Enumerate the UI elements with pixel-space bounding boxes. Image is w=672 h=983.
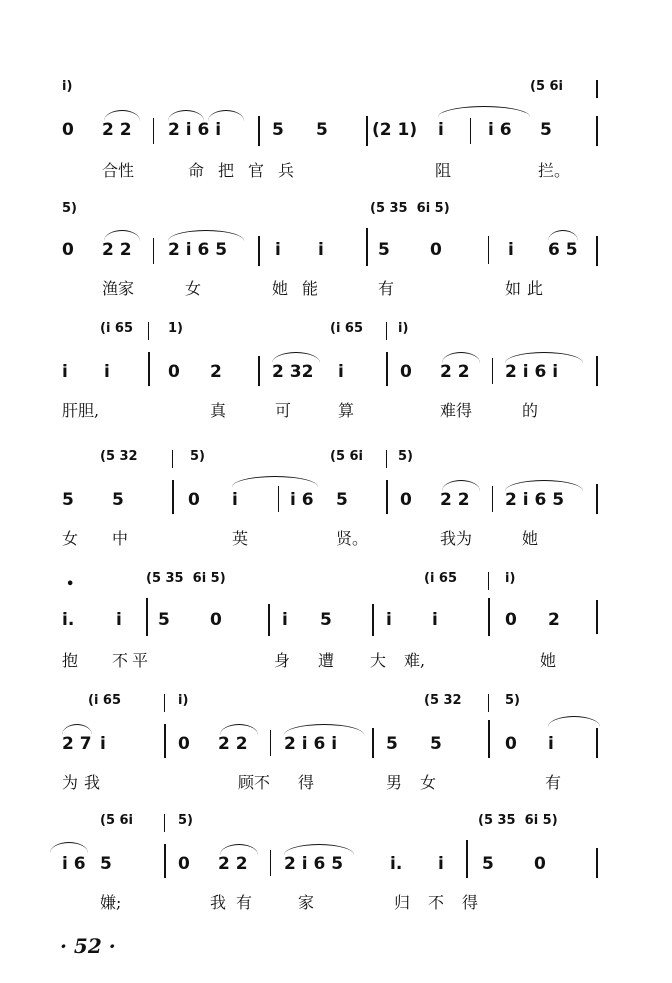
lyric: 得 xyxy=(298,773,315,792)
dot-mark: • xyxy=(66,577,75,592)
barline xyxy=(172,480,174,514)
barline xyxy=(492,358,493,384)
barline xyxy=(278,486,279,512)
barline xyxy=(366,228,368,266)
bracket-notes: (5 32 xyxy=(100,449,138,464)
note: 5 xyxy=(272,120,284,140)
note: 0 xyxy=(168,362,180,382)
bracket-notes: (5 35 6i 5) xyxy=(478,813,558,828)
barline xyxy=(596,236,598,266)
lyric: 中 xyxy=(112,529,129,548)
lyric: 如此 xyxy=(505,279,550,298)
lyric: 归不得 xyxy=(394,893,497,912)
lyric: 命把官兵 xyxy=(188,161,309,180)
lyric: 顾不 xyxy=(238,773,271,792)
lyric: 女 xyxy=(62,529,79,548)
note: 5 xyxy=(386,734,398,754)
barline xyxy=(488,236,489,264)
prev-ending: 5) xyxy=(178,813,193,828)
slur xyxy=(50,842,88,853)
note: i xyxy=(508,240,514,260)
page-number: · 52 · xyxy=(60,934,116,958)
note: i 6 xyxy=(62,854,86,874)
barline xyxy=(386,322,387,340)
slur xyxy=(442,352,480,363)
note: i. xyxy=(62,610,75,630)
barline xyxy=(596,728,598,758)
barline xyxy=(164,814,165,832)
note: 0 xyxy=(188,490,200,510)
note: i xyxy=(386,610,392,630)
note: 5 xyxy=(100,854,112,874)
prev-ending: 5) xyxy=(62,201,77,216)
note: 5 xyxy=(336,490,348,510)
note: i xyxy=(548,734,554,754)
bracket-notes: (i 65 xyxy=(424,571,458,586)
prev-ending: 5) xyxy=(398,449,413,464)
slur xyxy=(62,724,92,735)
note: 0 xyxy=(400,490,412,510)
barline xyxy=(148,352,150,386)
slur xyxy=(168,110,204,121)
barline xyxy=(596,484,598,514)
barline xyxy=(488,598,490,636)
lyric: 阻 xyxy=(435,161,452,180)
lyric: 英 xyxy=(232,529,249,548)
barline xyxy=(596,116,598,146)
lyric: 算 xyxy=(338,401,355,420)
slur xyxy=(220,724,258,735)
slur xyxy=(548,716,600,727)
note: 6 5 xyxy=(548,240,578,260)
note: 2 i 6 5 xyxy=(168,240,228,260)
barline xyxy=(488,694,489,712)
slur xyxy=(505,352,583,363)
slur xyxy=(548,230,578,241)
lyric: 有 xyxy=(378,279,395,298)
barline xyxy=(488,720,490,758)
note: 0 xyxy=(178,734,190,754)
prev-ending: 5) xyxy=(190,449,205,464)
bracket-notes: (5 35 6i 5) xyxy=(146,571,226,586)
note: i xyxy=(232,490,238,510)
lyric: 可 xyxy=(275,401,292,420)
barline xyxy=(164,694,165,712)
note: 5 xyxy=(482,854,494,874)
note: 2 2 xyxy=(102,120,132,140)
slur xyxy=(208,110,244,121)
note: i xyxy=(275,240,281,260)
barline xyxy=(386,450,387,468)
barline xyxy=(466,840,468,878)
barline xyxy=(596,80,598,98)
barline xyxy=(164,724,166,758)
bracket-notes: (5 35 6i 5) xyxy=(370,201,450,216)
barline xyxy=(153,118,154,144)
bracket-notes: (i 65 xyxy=(330,321,364,336)
note: 5 xyxy=(62,490,74,510)
barline xyxy=(258,236,260,266)
barline xyxy=(372,604,374,636)
bracket-notes: (5 32 xyxy=(424,693,462,708)
note: 5 xyxy=(540,120,552,140)
note: 2 xyxy=(548,610,560,630)
note: 2 2 xyxy=(218,734,248,754)
note: 2 7 xyxy=(62,734,92,754)
slur xyxy=(272,352,320,363)
lyric: 合性 xyxy=(102,161,135,180)
lyric: 拦。 xyxy=(538,161,571,180)
prev-ending: i) xyxy=(398,321,409,336)
barline xyxy=(258,356,260,386)
note: (2 1) xyxy=(372,120,418,140)
note: 2 i 6 5 xyxy=(505,490,565,510)
bracket-notes: (5 6i xyxy=(100,813,134,828)
note: 0 xyxy=(505,734,517,754)
slur xyxy=(284,844,354,855)
note: i xyxy=(116,610,122,630)
note: 5 xyxy=(320,610,332,630)
note: i 6 xyxy=(488,120,512,140)
lyric: 为我 xyxy=(62,773,107,792)
note: 2 2 xyxy=(440,362,470,382)
note: 2 i 6 5 xyxy=(284,854,344,874)
lyric: 不平 xyxy=(112,651,153,670)
note: 2 2 xyxy=(440,490,470,510)
barline xyxy=(372,728,374,758)
note: i xyxy=(318,240,324,260)
prev-ending: i) xyxy=(62,79,73,94)
barline xyxy=(164,844,166,878)
note: 2 xyxy=(210,362,222,382)
lyric: 抱 xyxy=(62,651,79,670)
prev-ending: 1) xyxy=(168,321,183,336)
note: i xyxy=(438,854,444,874)
barline xyxy=(386,480,388,514)
slur xyxy=(220,844,258,855)
note: 2 2 xyxy=(102,240,132,260)
note: 0 xyxy=(210,610,222,630)
note: 5 xyxy=(316,120,328,140)
barline xyxy=(596,848,598,878)
barline xyxy=(470,118,471,144)
barline xyxy=(153,238,154,264)
slur xyxy=(505,480,583,491)
slur xyxy=(442,480,480,491)
lyric: 我有 xyxy=(210,893,263,912)
barline xyxy=(258,116,260,146)
lyric: 我为 xyxy=(440,529,473,548)
slur xyxy=(284,724,364,735)
note: 0 xyxy=(534,854,546,874)
note: 5 xyxy=(158,610,170,630)
lyric: 真 xyxy=(210,401,227,420)
slur xyxy=(168,230,244,241)
barline xyxy=(386,352,388,386)
slur xyxy=(104,230,140,241)
lyric: 渔家 xyxy=(102,279,135,298)
note: 5 xyxy=(378,240,390,260)
barline xyxy=(270,850,271,876)
note: 5 xyxy=(112,490,124,510)
note: i xyxy=(338,362,344,382)
lyric: 遭 xyxy=(318,651,335,670)
lyric: 她 xyxy=(540,651,557,670)
bracket-notes: (5 6i xyxy=(530,79,564,94)
lyric: 她能 xyxy=(272,279,333,298)
prev-ending: 5) xyxy=(505,693,520,708)
note: 0 xyxy=(62,120,74,140)
note: i xyxy=(104,362,110,382)
lyric: 家 xyxy=(298,893,315,912)
barline xyxy=(596,600,598,634)
note: 2 i 6 i xyxy=(284,734,338,754)
note: i xyxy=(438,120,444,140)
slur xyxy=(438,106,530,117)
barline xyxy=(268,604,270,636)
note: 0 xyxy=(62,240,74,260)
lyric: 女 xyxy=(185,279,202,298)
barline xyxy=(366,116,368,146)
barline xyxy=(492,486,493,512)
barline xyxy=(148,322,149,340)
note: 2 32 xyxy=(272,362,314,382)
note: 0 xyxy=(430,240,442,260)
lyric: 有 xyxy=(545,773,562,792)
note: 2 i 6 i xyxy=(168,120,222,140)
note: i 6 xyxy=(290,490,314,510)
note: 0 xyxy=(505,610,517,630)
note: i xyxy=(432,610,438,630)
lyric: 男女 xyxy=(386,773,455,792)
lyric: 难得 xyxy=(440,401,473,420)
lyric: 难, xyxy=(404,651,426,670)
lyric: 大 xyxy=(370,651,387,670)
lyric: 的 xyxy=(522,401,539,420)
lyric: 她 xyxy=(522,529,539,548)
slur xyxy=(232,476,318,487)
lyric: 嫌; xyxy=(100,893,122,912)
barline xyxy=(596,356,598,386)
barline xyxy=(172,450,173,468)
prev-ending: i) xyxy=(178,693,189,708)
note: i xyxy=(100,734,106,754)
note: i. xyxy=(390,854,403,874)
note: 0 xyxy=(400,362,412,382)
barline xyxy=(270,730,271,756)
note: 2 i 6 i xyxy=(505,362,559,382)
bracket-notes: (5 6i xyxy=(330,449,364,464)
bracket-notes: (i 65 xyxy=(100,321,134,336)
note: 0 xyxy=(178,854,190,874)
lyric: 身 xyxy=(274,651,291,670)
lyric: 肝胆, xyxy=(62,401,100,420)
barline xyxy=(488,572,489,590)
note: i xyxy=(62,362,68,382)
slur xyxy=(104,110,140,121)
barline xyxy=(146,598,148,636)
lyric: 贤。 xyxy=(336,529,369,548)
prev-ending: i) xyxy=(505,571,516,586)
note: i xyxy=(282,610,288,630)
note: 5 xyxy=(430,734,442,754)
bracket-notes: (i 65 xyxy=(88,693,122,708)
note: 2 2 xyxy=(218,854,248,874)
